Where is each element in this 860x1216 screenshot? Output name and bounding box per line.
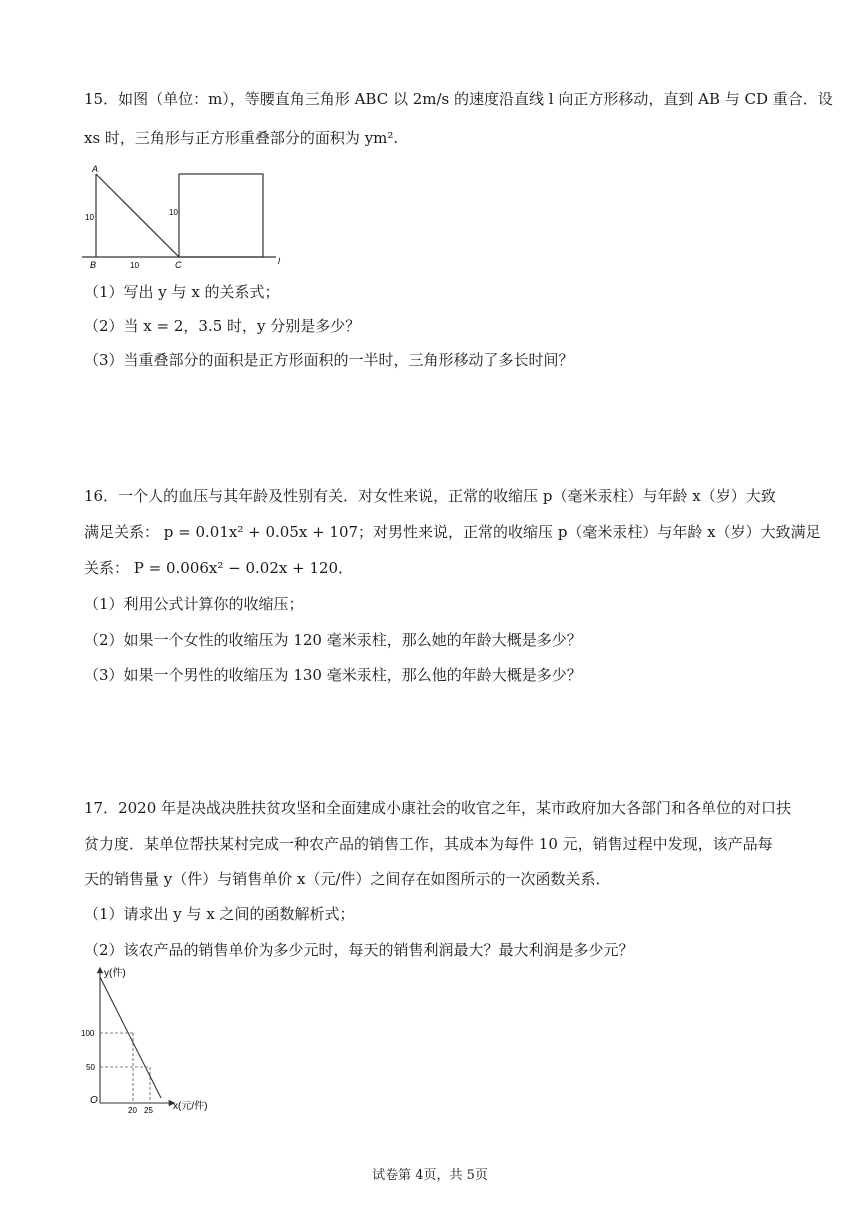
q15-figure	[80, 160, 290, 275]
q15-sub2: （2）当 x = 2，3.5 时，y 分别是多少？	[84, 317, 361, 335]
q15-sub1: （1）写出 y 与 x 的关系式；	[84, 283, 280, 301]
label-side-ab: 10	[85, 213, 94, 222]
y-axis-label: y(件)	[104, 968, 126, 979]
q17-line3: 天的销售量 y（件）与销售单价 x（元/件）之间存在如图所示的一次函数关系．	[84, 870, 611, 888]
q17-graph	[78, 962, 258, 1122]
page-footer: 试卷第 4页，共 5页	[372, 1168, 488, 1183]
origin-label: O	[90, 1095, 98, 1106]
q16-line3: 关系： P = 0.006x² − 0.02x + 120．	[84, 559, 354, 577]
q17-sub1: （1）请求出 y 与 x 之间的函数解析式；	[84, 905, 355, 923]
q15-sub3: （3）当重叠部分的面积是正方形面积的一半时，三角形移动了多长时间？	[84, 351, 574, 369]
q17-line1: 17．2020 年是决战决胜扶贫攻坚和全面建成小康社会的收官之年，某市政府加大各部门和各单位的对口扶	[84, 799, 792, 817]
x-tick-25: 25	[144, 1106, 153, 1115]
y-tick-50: 50	[86, 1063, 95, 1072]
q15-line1: 15．如图（单位：m），等腰直角三角形 ABC 以 2m/s 的速度沿直线 l 向正方形移动，直到 AB 与 CD 重合．设	[84, 90, 833, 108]
q16-sub2: （2）如果一个女性的收缩压为 120 毫米汞柱，那么她的年龄大概是多少？	[84, 631, 582, 649]
x-tick-20: 20	[128, 1106, 137, 1115]
q16-sub3: （3）如果一个男性的收缩压为 130 毫米汞柱，那么他的年龄大概是多少？	[84, 666, 582, 684]
square	[179, 174, 263, 257]
label-c: C	[175, 260, 182, 270]
triangle-hypotenuse-ac	[96, 174, 179, 257]
q16-sub1: （1）利用公式计算你的收缩压；	[84, 595, 304, 613]
y-tick-100: 100	[81, 1029, 95, 1038]
function-line	[100, 977, 161, 1098]
q16-line1: 16．一个人的血压与其年龄及性别有关．对女性来说，正常的收缩压 p（毫米汞柱）与年龄 x（岁）大致	[84, 487, 776, 505]
label-l: l	[278, 256, 280, 266]
q17-sub2: （2）该农产品的销售单价为多少元时，每天的销售利润最大？最大利润是多少元？	[84, 941, 634, 959]
label-a: A	[92, 164, 99, 174]
label-b: B	[90, 260, 97, 270]
q15-line2: xs 时，三角形与正方形重叠部分的面积为 ym².	[84, 129, 399, 147]
q16-line2: 满足关系： p = 0.01x² + 0.05x + 107；对男性来说，正常的收缩压 p（毫米汞柱）与年龄 x（岁）大致满足	[84, 523, 821, 541]
label-side-bc: 10	[130, 261, 139, 270]
q17-line2: 贫力度．某单位帮扶某村完成一种农产品的销售工作，其成本为每件 10 元，销售过程中发现，该产品每	[84, 835, 773, 853]
label-side-square: 10	[169, 208, 178, 217]
x-axis-label: x(元/件)	[173, 1101, 208, 1112]
